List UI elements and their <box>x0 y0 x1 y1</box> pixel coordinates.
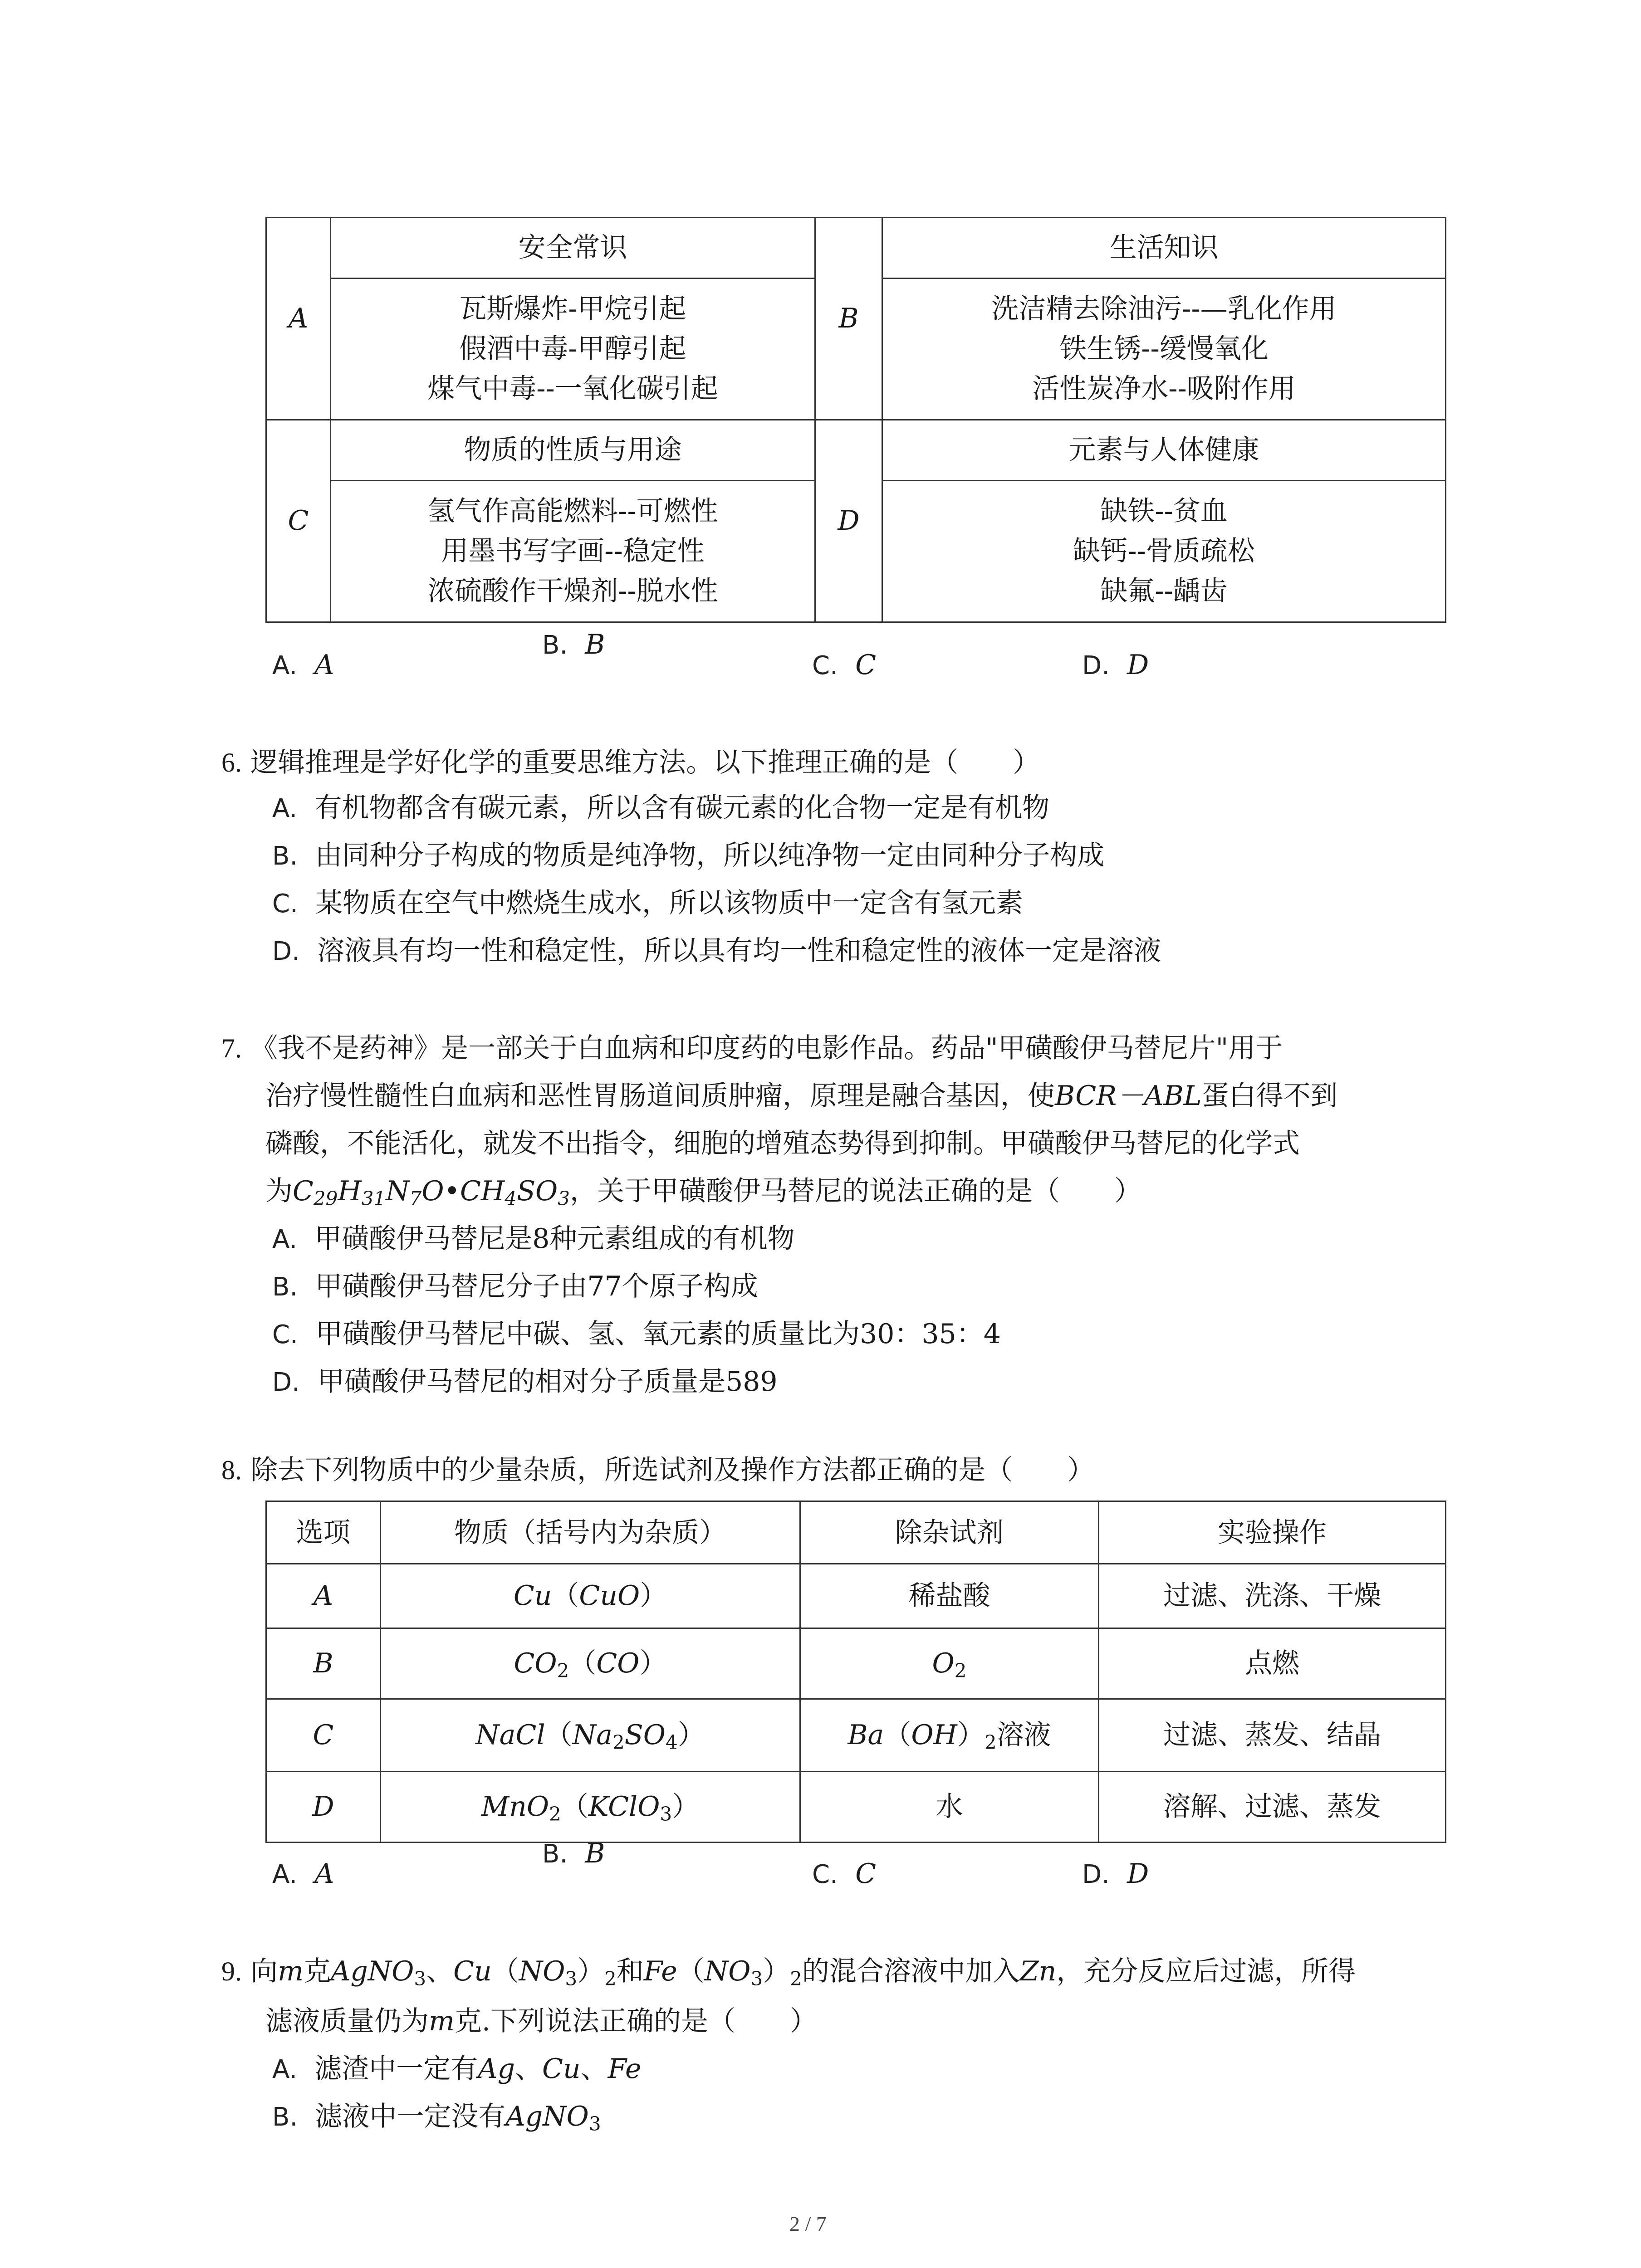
q5-table <box>265 217 1446 623</box>
q8-table <box>265 1501 1446 1843</box>
q6-option-c[interactable]: C. 某物质在空气中燃烧生成水，所以该物质中一定含有氢元素 <box>272 887 1024 919</box>
q8-col-operation: 实验操作 <box>1099 1501 1446 1564</box>
q8-substance-c: $NaCl(Na_2SO_4)$ <box>381 1699 800 1771</box>
q5-cell-b-content: 洗洁精去除油污--—乳化作用 铁生锈--缓慢氧化 活性炭净水--吸附作用 <box>882 278 1446 420</box>
q8-col-substance: 物质（括号内为杂质） <box>381 1501 800 1564</box>
q5-option-a[interactable]: A. A <box>272 649 334 681</box>
q7-stem-line-3: 磷酸，不能活化，就发不出指令，细胞的增殖态势得到抑制。甲磺酸伊马替尼的化学式 <box>265 1128 1300 1159</box>
q8-header-row <box>266 1501 1446 1564</box>
table-row: D MnO$_2$（KClO$_3$） 水 溶解、过滤、蒸发 <box>266 1771 1446 1842</box>
q5-row-label-c: C <box>266 420 331 622</box>
q8-col-option: 选项 <box>266 1501 381 1564</box>
q8-option-b[interactable]: B. B <box>542 1838 605 1869</box>
q5-cell-a-content: 瓦斯爆炸-甲烷引起 假酒中毒-甲醇引起 煤气中毒--一氧化碳引起 <box>331 278 815 420</box>
q8-option-c[interactable]: C. C <box>812 1858 876 1890</box>
q8-reagent-b: $O_2$ <box>800 1628 1099 1699</box>
q5-header-health: 元素与人体健康 <box>882 420 1446 480</box>
q5-option-c[interactable]: C. C <box>812 649 876 681</box>
q7-option-b[interactable]: B. 甲磺酸伊马替尼分子由77个原子构成 <box>272 1271 758 1302</box>
q5-header-life: 生活知识 <box>882 218 1446 279</box>
page-number: 2 / 7 <box>789 2212 827 2235</box>
q7-stem-line-1: 7. 《我不是药神》是一部关于白血病和印度药的电影作品。药品"甲磺酸伊马替尼片"用于 <box>221 1032 1283 1064</box>
q8-stem: 8. 除去下列物质中的少量杂质，所选试剂及操作方法都正确的是（ ） <box>221 1454 1095 1486</box>
q9-stem-line-1: 9. 向m克AgNO$_3$、$Cu(NO_3)_2$和$Fe(NO_3)_2$的混合溶液中加入Zn，充分反应后过滤，所得 <box>221 1955 1356 1990</box>
table-row: B $CO_2(CO)$ $O_2$ 点燃 <box>266 1628 1446 1699</box>
q6-stem: 6. 逻辑推理是学好化学的重要思维方法。以下推理正确的是（ ） <box>221 747 1040 778</box>
q5-row-label-a: A <box>266 218 331 420</box>
q5-header-properties: 物质的性质与用途 <box>331 420 815 480</box>
q6-option-b[interactable]: B. 由同种分子构成的物质是纯净物，所以纯净物一定由同种分子构成 <box>272 840 1105 871</box>
q5-row-label-d: D <box>815 420 882 622</box>
q7-option-a[interactable]: A. 甲磺酸伊马替尼是8种元素组成的有机物 <box>272 1223 795 1255</box>
q8-option-a[interactable]: A. A <box>272 1858 334 1890</box>
q5-row-label-b: B <box>815 218 882 420</box>
q9-option-a[interactable]: A. 滤渣中一定有Ag、Cu、Fe <box>272 2053 642 2085</box>
q8-option-d[interactable]: D. D <box>1082 1858 1149 1890</box>
q8-substance-d: MnO$_2$（KClO$_3$） <box>381 1771 800 1842</box>
q5-option-d[interactable]: D. D <box>1082 649 1149 681</box>
q7-option-c[interactable]: C. 甲磺酸伊马替尼中碳、氢、氧元素的质量比为30：35：4 <box>272 1318 1001 1350</box>
q5-cell-c-content: 氢气作高能燃料--可燃性 用墨书写字画--稳定性 浓硫酸作干燥剂--脱水性 <box>331 480 815 622</box>
q8-col-reagent: 除杂试剂 <box>800 1501 1099 1564</box>
q7-formula: $C_{29}H_{31}N_7O•CH_4SO_3$ <box>293 1175 570 1210</box>
q5-cell-d-content: 缺铁--贫血 缺钙--骨质疏松 缺氟--龋齿 <box>882 480 1446 622</box>
q9-stem-line-2: 滤液质量仍为m克.下列说法正确的是（ ） <box>265 2005 817 2037</box>
q8-substance-a: Cu（CuO） <box>381 1564 800 1628</box>
q7-stem-line-2: 治疗慢性髓性白血病和恶性胃肠道间质肿瘤，原理是融合基因，使BCR－ABL蛋白得不到 <box>265 1080 1338 1112</box>
q9-option-b[interactable]: B. 滤液中一定没有AgNO$_3$ <box>272 2101 601 2135</box>
table-row: A Cu（CuO） 稀盐酸 过滤、洗涤、干燥 <box>266 1564 1446 1628</box>
q7-option-d[interactable]: D. 甲磺酸伊马替尼的相对分子质量是589 <box>272 1366 778 1398</box>
q7-stem-line-4: 为$C_{29}H_{31}N_7O•CH_4SO_3$，关于甲磺酸伊马替尼的说法正确的是（ ） <box>265 1175 1141 1210</box>
q8-substance-b: $CO_2(CO)$ <box>381 1628 800 1699</box>
q6-option-a[interactable]: A. 有机物都含有碳元素，所以含有碳元素的化合物一定是有机物 <box>272 792 1050 824</box>
q5-option-b[interactable]: B. B <box>542 629 605 660</box>
q6-option-d[interactable]: D. 溶液具有均一性和稳定性，所以具有均一性和稳定性的液体一定是溶液 <box>272 935 1161 967</box>
table-row: C $NaCl(Na_2SO_4)$ $Ba(OH)_2$溶液 过滤、蒸发、结晶 <box>266 1699 1446 1771</box>
q5-header-safety: 安全常识 <box>331 218 815 279</box>
q8-reagent-c: $Ba(OH)_2$溶液 <box>800 1699 1099 1771</box>
